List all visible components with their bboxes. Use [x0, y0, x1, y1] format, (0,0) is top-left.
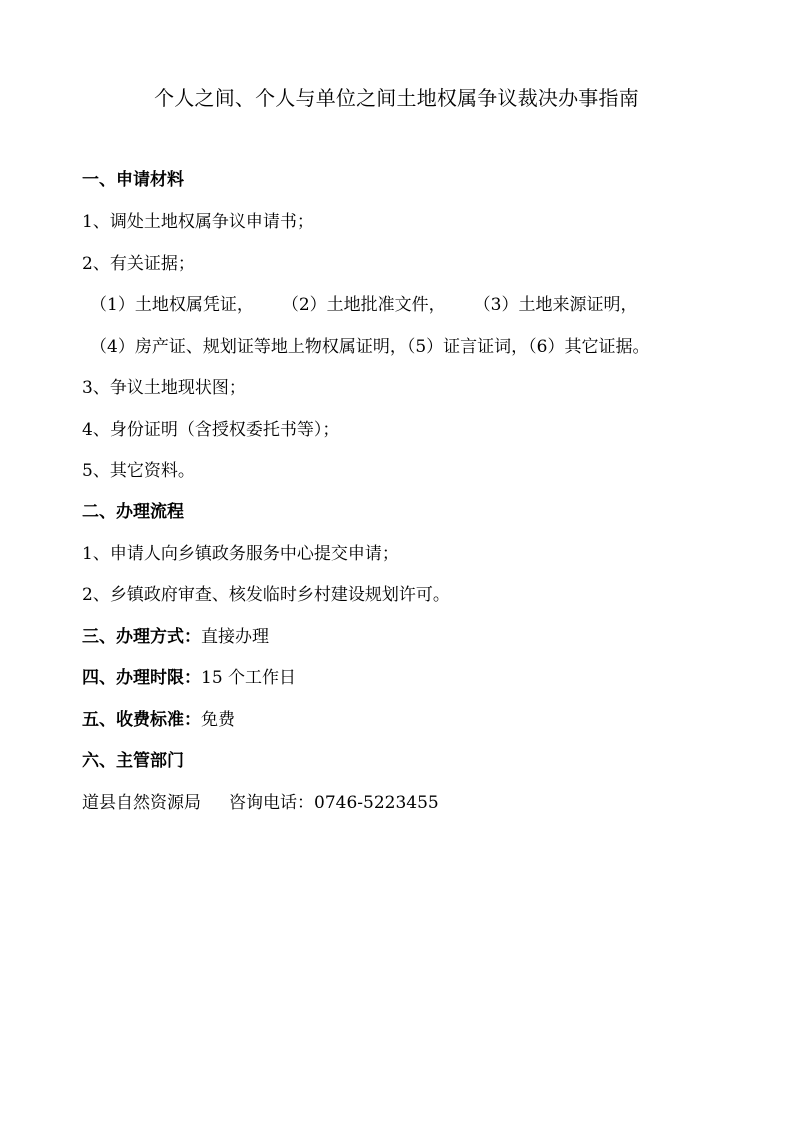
- list-item: [82, 376, 246, 400]
- item-number: 4: [82, 420, 93, 440]
- section-heading-time-limit: 四、办理时限：: [82, 668, 201, 688]
- item-text: 、争议土地现状图；: [92, 378, 246, 398]
- list-item: [82, 542, 399, 566]
- evidence-item: （3）土地来源证明，: [473, 295, 638, 315]
- list-item: [82, 252, 195, 276]
- section-method: [82, 625, 269, 649]
- method-value: 直接办理: [201, 627, 269, 647]
- evidence-item: （2）土地批准文件，: [281, 295, 446, 315]
- item-number: 2: [82, 254, 93, 274]
- item-text: 、其它资料。: [92, 461, 195, 481]
- evidence-item: （6）其它证据。: [528, 337, 650, 357]
- document-title: 个人之间、个人与单位之间土地权属争议裁决办事指南: [154, 86, 639, 110]
- evidence-line-1: [90, 293, 637, 317]
- section-time-limit: [82, 666, 296, 690]
- item-number: 2: [82, 585, 93, 605]
- item-number: 1: [82, 212, 93, 232]
- list-item: [82, 210, 314, 234]
- list-item: [82, 583, 450, 607]
- department-name: 道县自然资源局: [82, 793, 201, 813]
- list-item: [82, 459, 195, 483]
- department-contact: [82, 791, 439, 815]
- time-limit-number: 15: [201, 668, 223, 688]
- evidence-line-2: [90, 335, 649, 359]
- item-number: 3: [82, 378, 93, 398]
- section-heading-department: 六、主管部门: [82, 751, 184, 771]
- item-number: 5: [82, 461, 93, 481]
- evidence-item: （5）证言证词，: [406, 337, 529, 357]
- evidence-item: （4）房产证、规划证等地上物权属证明，: [90, 337, 407, 357]
- item-text: 、调处土地权属争议申请书；: [92, 212, 314, 232]
- phone-label: 咨询电话：: [229, 793, 314, 813]
- list-item: [82, 418, 339, 442]
- evidence-item: （1）土地权属凭证，: [90, 295, 254, 315]
- item-text: 、有关证据；: [92, 254, 195, 274]
- item-text: 、申请人向乡镇政务服务中心提交申请；: [92, 544, 399, 564]
- section-fee: [82, 708, 235, 732]
- section-heading-method: 三、办理方式：: [82, 627, 201, 647]
- item-text: 、身份证明（含授权委托书等）；: [92, 420, 340, 440]
- section-heading-process: 二、办理流程: [82, 502, 184, 522]
- section-heading-materials: 一、申请材料: [82, 170, 184, 190]
- phone-number: 0746-5223455: [314, 793, 439, 813]
- item-number: 1: [82, 544, 93, 564]
- section-heading-fee: 五、收费标准：: [82, 710, 201, 730]
- fee-value: 免费: [201, 710, 235, 730]
- item-text: 、乡镇政府审查、核发临时乡村建设规划许可。: [92, 585, 450, 605]
- time-limit-unit: 个工作日: [222, 668, 297, 688]
